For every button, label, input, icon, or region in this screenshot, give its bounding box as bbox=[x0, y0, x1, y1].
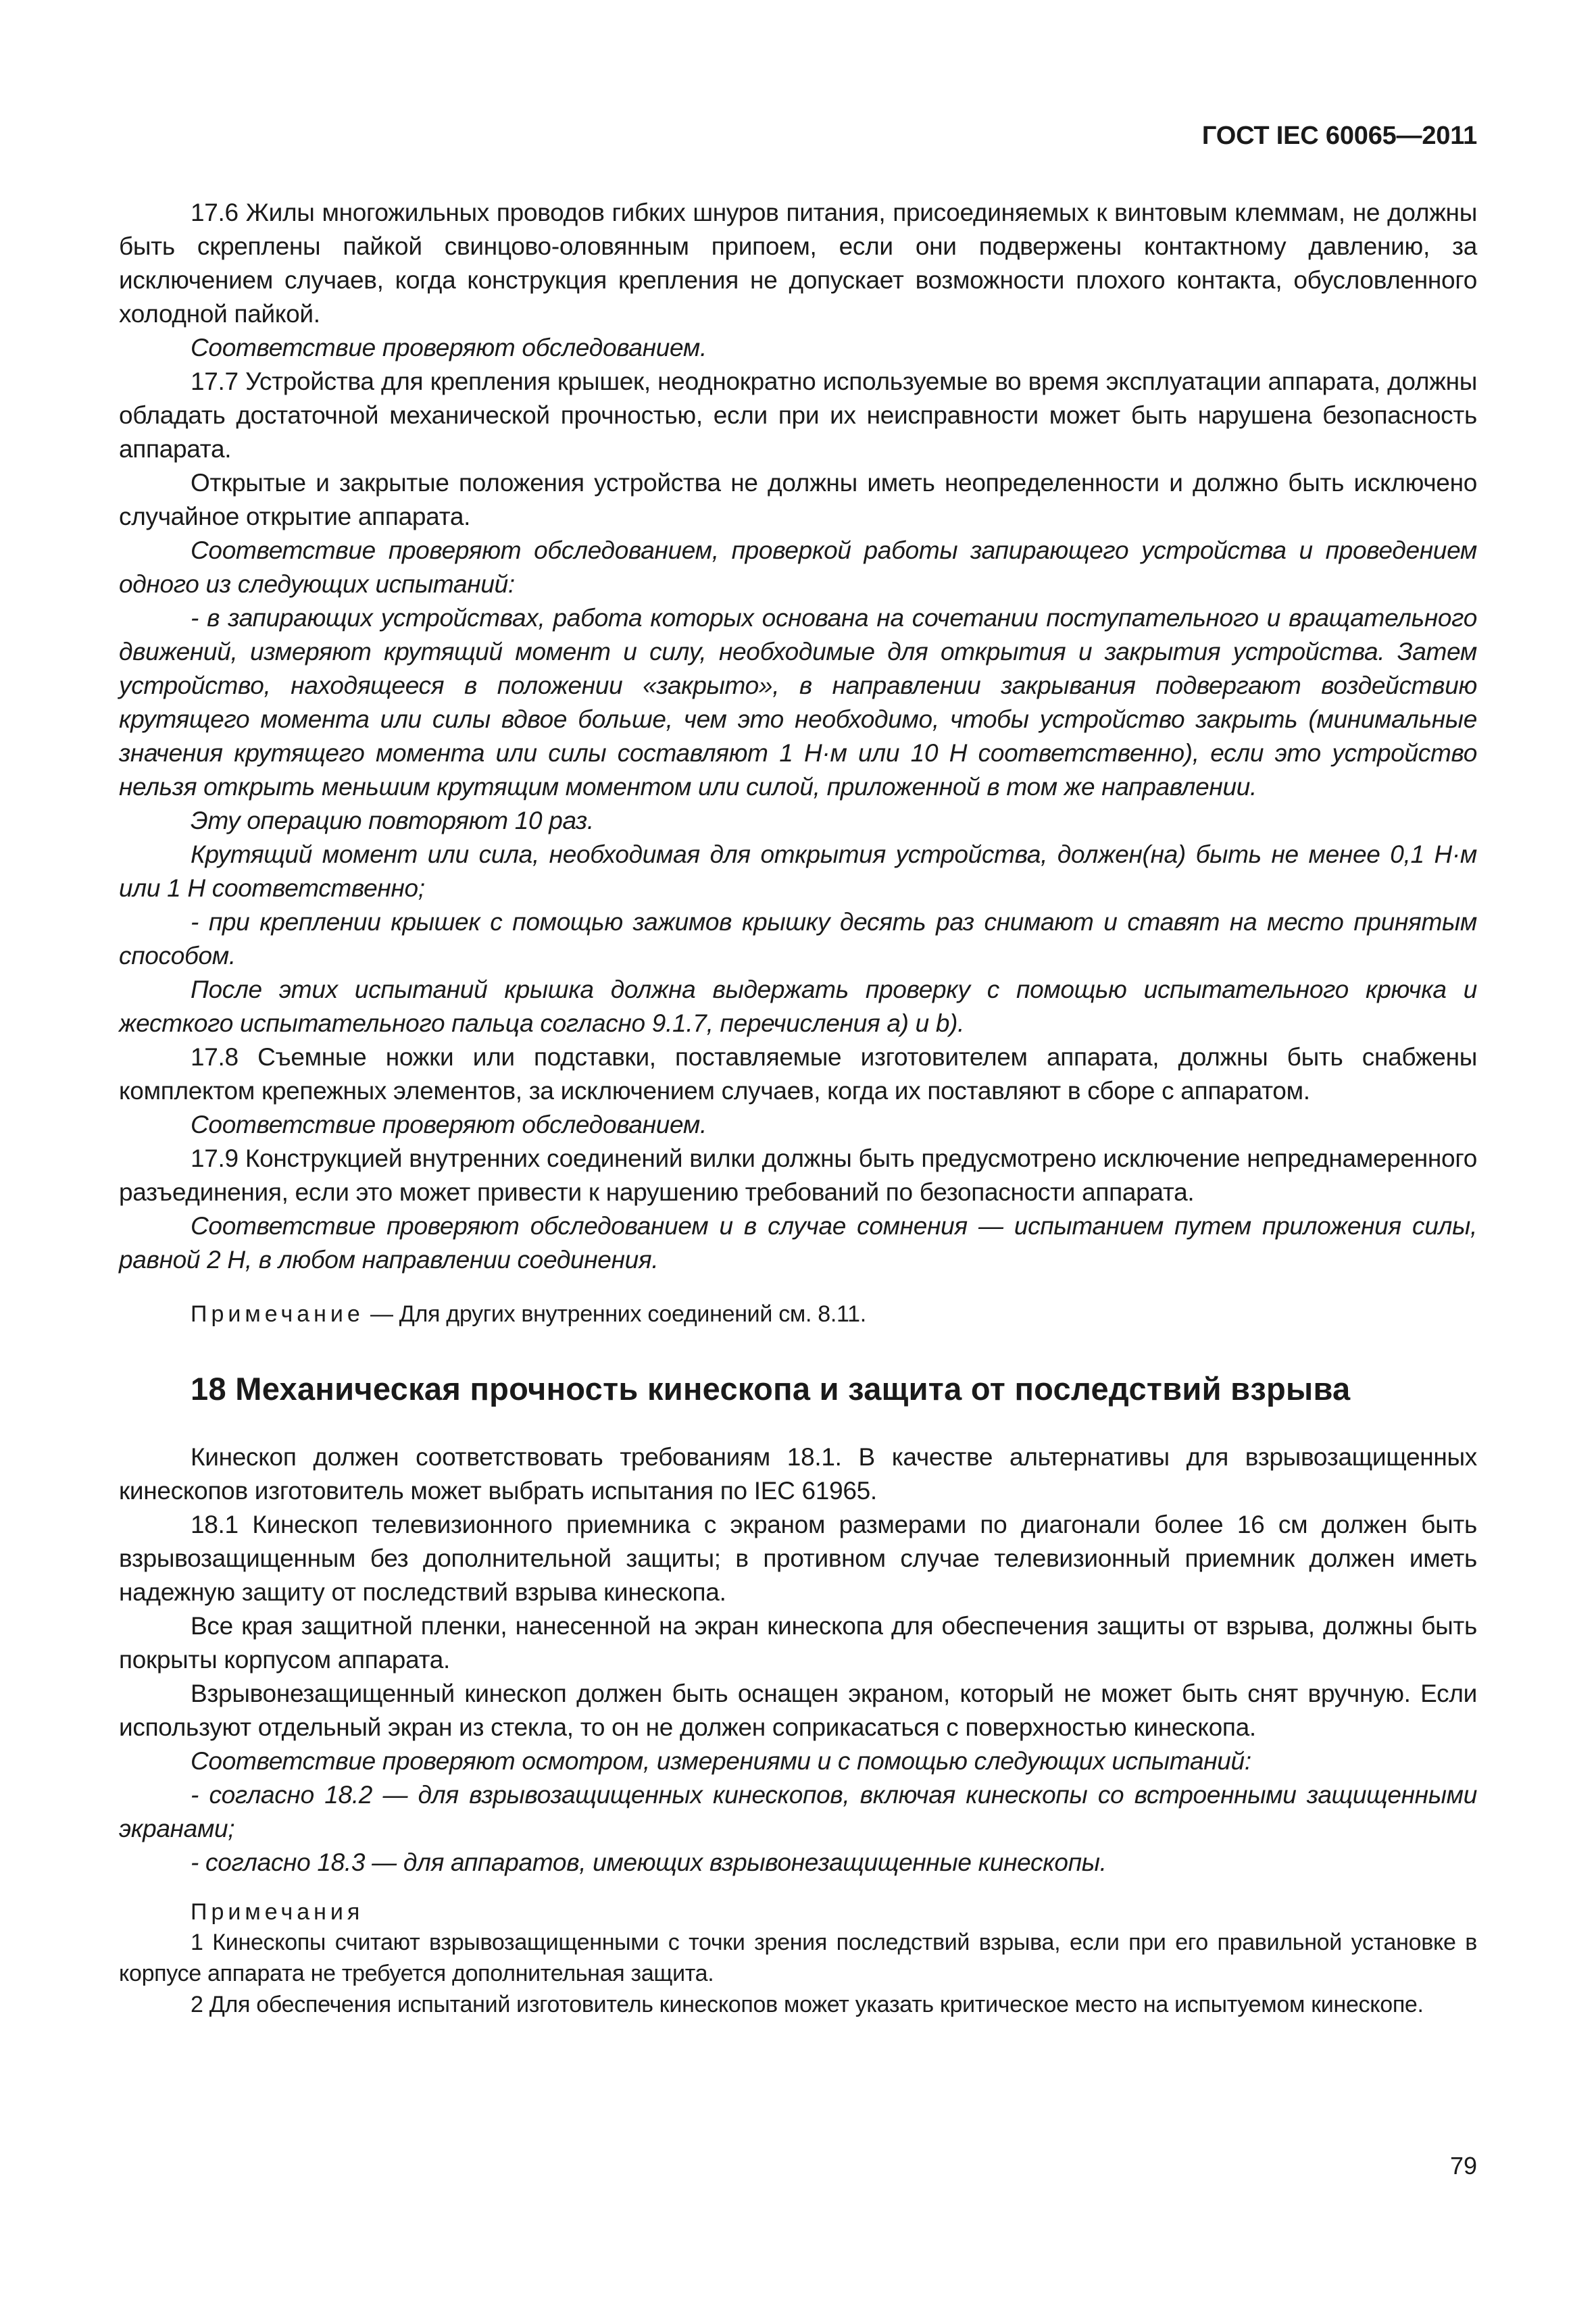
clause-17-9: 17.9 Конструкцией внутренних соединений вилки должны быть предусмотрено исключение непреднамеренного разъединения, если это может привести к нарушению требований по безопасности аппарата. bbox=[119, 1145, 1477, 1206]
standard-designation: ГОСТ IEC 60065—2011 bbox=[1201, 122, 1477, 150]
compliance-check: Соответствие проверяют обследованием и в случае сомнения — испытанием путем приложения силы, равной 2 Н, в любом направлении соединения. bbox=[119, 1212, 1477, 1274]
page-body bbox=[119, 196, 1477, 2020]
paragraph: Взрывонезащищенный кинескоп должен быть оснащен экраном, который не может быть снят вручную. Если используют отдельный экран из стекла, то он не должен соприкасаться с поверхностью кинескопа. bbox=[119, 1680, 1477, 1741]
note-item: 2 Для обеспечения испытаний изготовитель кинескопов может указать критическое место на испытуемом кинескопе. bbox=[191, 1992, 1424, 2017]
paragraph: Открытые и закрытые положения устройства не должны иметь неопределенности и должно быть исключено случайное открытие аппарата. bbox=[119, 469, 1477, 530]
paragraph: После этих испытаний крышка должна выдержать проверку с помощью испытательного крючка и жесткого испытательного пальца согласно 9.1.7, перечисления a) и b). bbox=[119, 976, 1477, 1037]
clause-17-8: 17.8 Съемные ножки или подставки, поставляемые изготовителем аппарата, должны быть снабжены комплектом крепежных элементов, за исключением случаев, когда их поставляют в сборе с аппаратом. bbox=[119, 1043, 1477, 1105]
clause-17-7: 17.7 Устройства для крепления крышек, неоднократно используемые во время эксплуатации аппарата, должны обладать достаточной механической прочностью, если при их неисправности может быть нарушена безопасность аппарата. bbox=[119, 368, 1477, 463]
compliance-check: Соответствие проверяют обследованием. bbox=[191, 1111, 707, 1138]
list-item: - в запирающих устройствах, работа которых основана на сочетании поступательного и вращательного движений, измеряют крутящий момент и силу, необходимые для открытия и закрытия устройства. Затем устройство, находящееся в положении «закрыто», в направлении закрывания подвергают воздействию крутящего момента или силы вдвое больше, чем это необходимо, чтобы устройство закрыть (минимальные значения крутящего момента или силы составляют 1 Н·м или 10 Н соответственно), если это устройство нельзя открыть меньшим крутящим моментом или силой, приложенной в том же направлении. bbox=[119, 604, 1477, 801]
list-item: - при креплении крышек с помощью зажимов крышку десять раз снимают и ставят на место принятым способом. bbox=[119, 908, 1477, 970]
paragraph: Все края защитной пленки, нанесенной на экран кинескопа для обеспечения защиты от взрыва, должны быть покрыты корпусом аппарата. bbox=[119, 1612, 1477, 1674]
compliance-check: Соответствие проверяют обследованием, проверкой работы запирающего устройства и проведением одного из следующих испытаний: bbox=[119, 536, 1477, 598]
clause-18-1: 18.1 Кинескоп телевизионного приемника с экраном размерами по диагонали более 16 см должен быть взрывозащищенным без дополнительной защиты; в противном случае телевизионный приемник должен иметь надежную защиту от последствий взрыва кинескопа. bbox=[119, 1511, 1477, 1606]
clause-17-6: 17.6 Жилы многожильных проводов гибких шнуров питания, присоединяемых к винтовым клеммам, не должны быть скреплены пайкой свинцово-оловянным припоем, если они подвержены контактному давлению, за исключением случаев, когда конструкция крепления не допускает возможности плохого контакта, обусловленного холодной пайкой. bbox=[119, 199, 1477, 328]
paragraph: Крутящий момент или сила, необходимая для открытия устройства, должен(на) быть не менее 0,1 Н·м или 1 Н соответственно; bbox=[119, 840, 1477, 902]
note-item: 1 Кинескопы считают взрывозащищенными с точки зрения последствий взрыва, если при его правильной установке в корпусе аппарата не требуется дополнительная защита. bbox=[119, 1930, 1477, 1986]
section-heading: 18 Механическая прочность кинескопа и защита от последствий взрыва bbox=[191, 1371, 1351, 1407]
list-item: - согласно 18.3 — для аппаратов, имеющих взрывонезащищенные кинескопы. bbox=[191, 1848, 1107, 1876]
list-item: - согласно 18.2 — для взрывозащищенных кинескопов, включая кинескопы со встроенными защищенными экранами; bbox=[119, 1781, 1477, 1842]
compliance-check: Соответствие проверяют осмотром, измерениями и с помощью следующих испытаний: bbox=[191, 1747, 1251, 1775]
notes-title: Примечания bbox=[191, 1899, 364, 1925]
note-label: Примечание bbox=[191, 1301, 364, 1327]
note bbox=[119, 1299, 1477, 1330]
compliance-check: Соответствие проверяют обследованием. bbox=[191, 334, 707, 361]
paragraph: Кинескоп должен соответствовать требованиям 18.1. В качестве альтернативы для взрывозащищенных кинескопов изготовитель может выбрать испытания по IEC 61965. bbox=[119, 1443, 1477, 1505]
page-number: 79 bbox=[1449, 2152, 1477, 2180]
paragraph: Эту операцию повторяют 10 раз. bbox=[191, 807, 594, 834]
note-text: — Для других внутренних соединений см. 8.11. bbox=[364, 1301, 866, 1327]
